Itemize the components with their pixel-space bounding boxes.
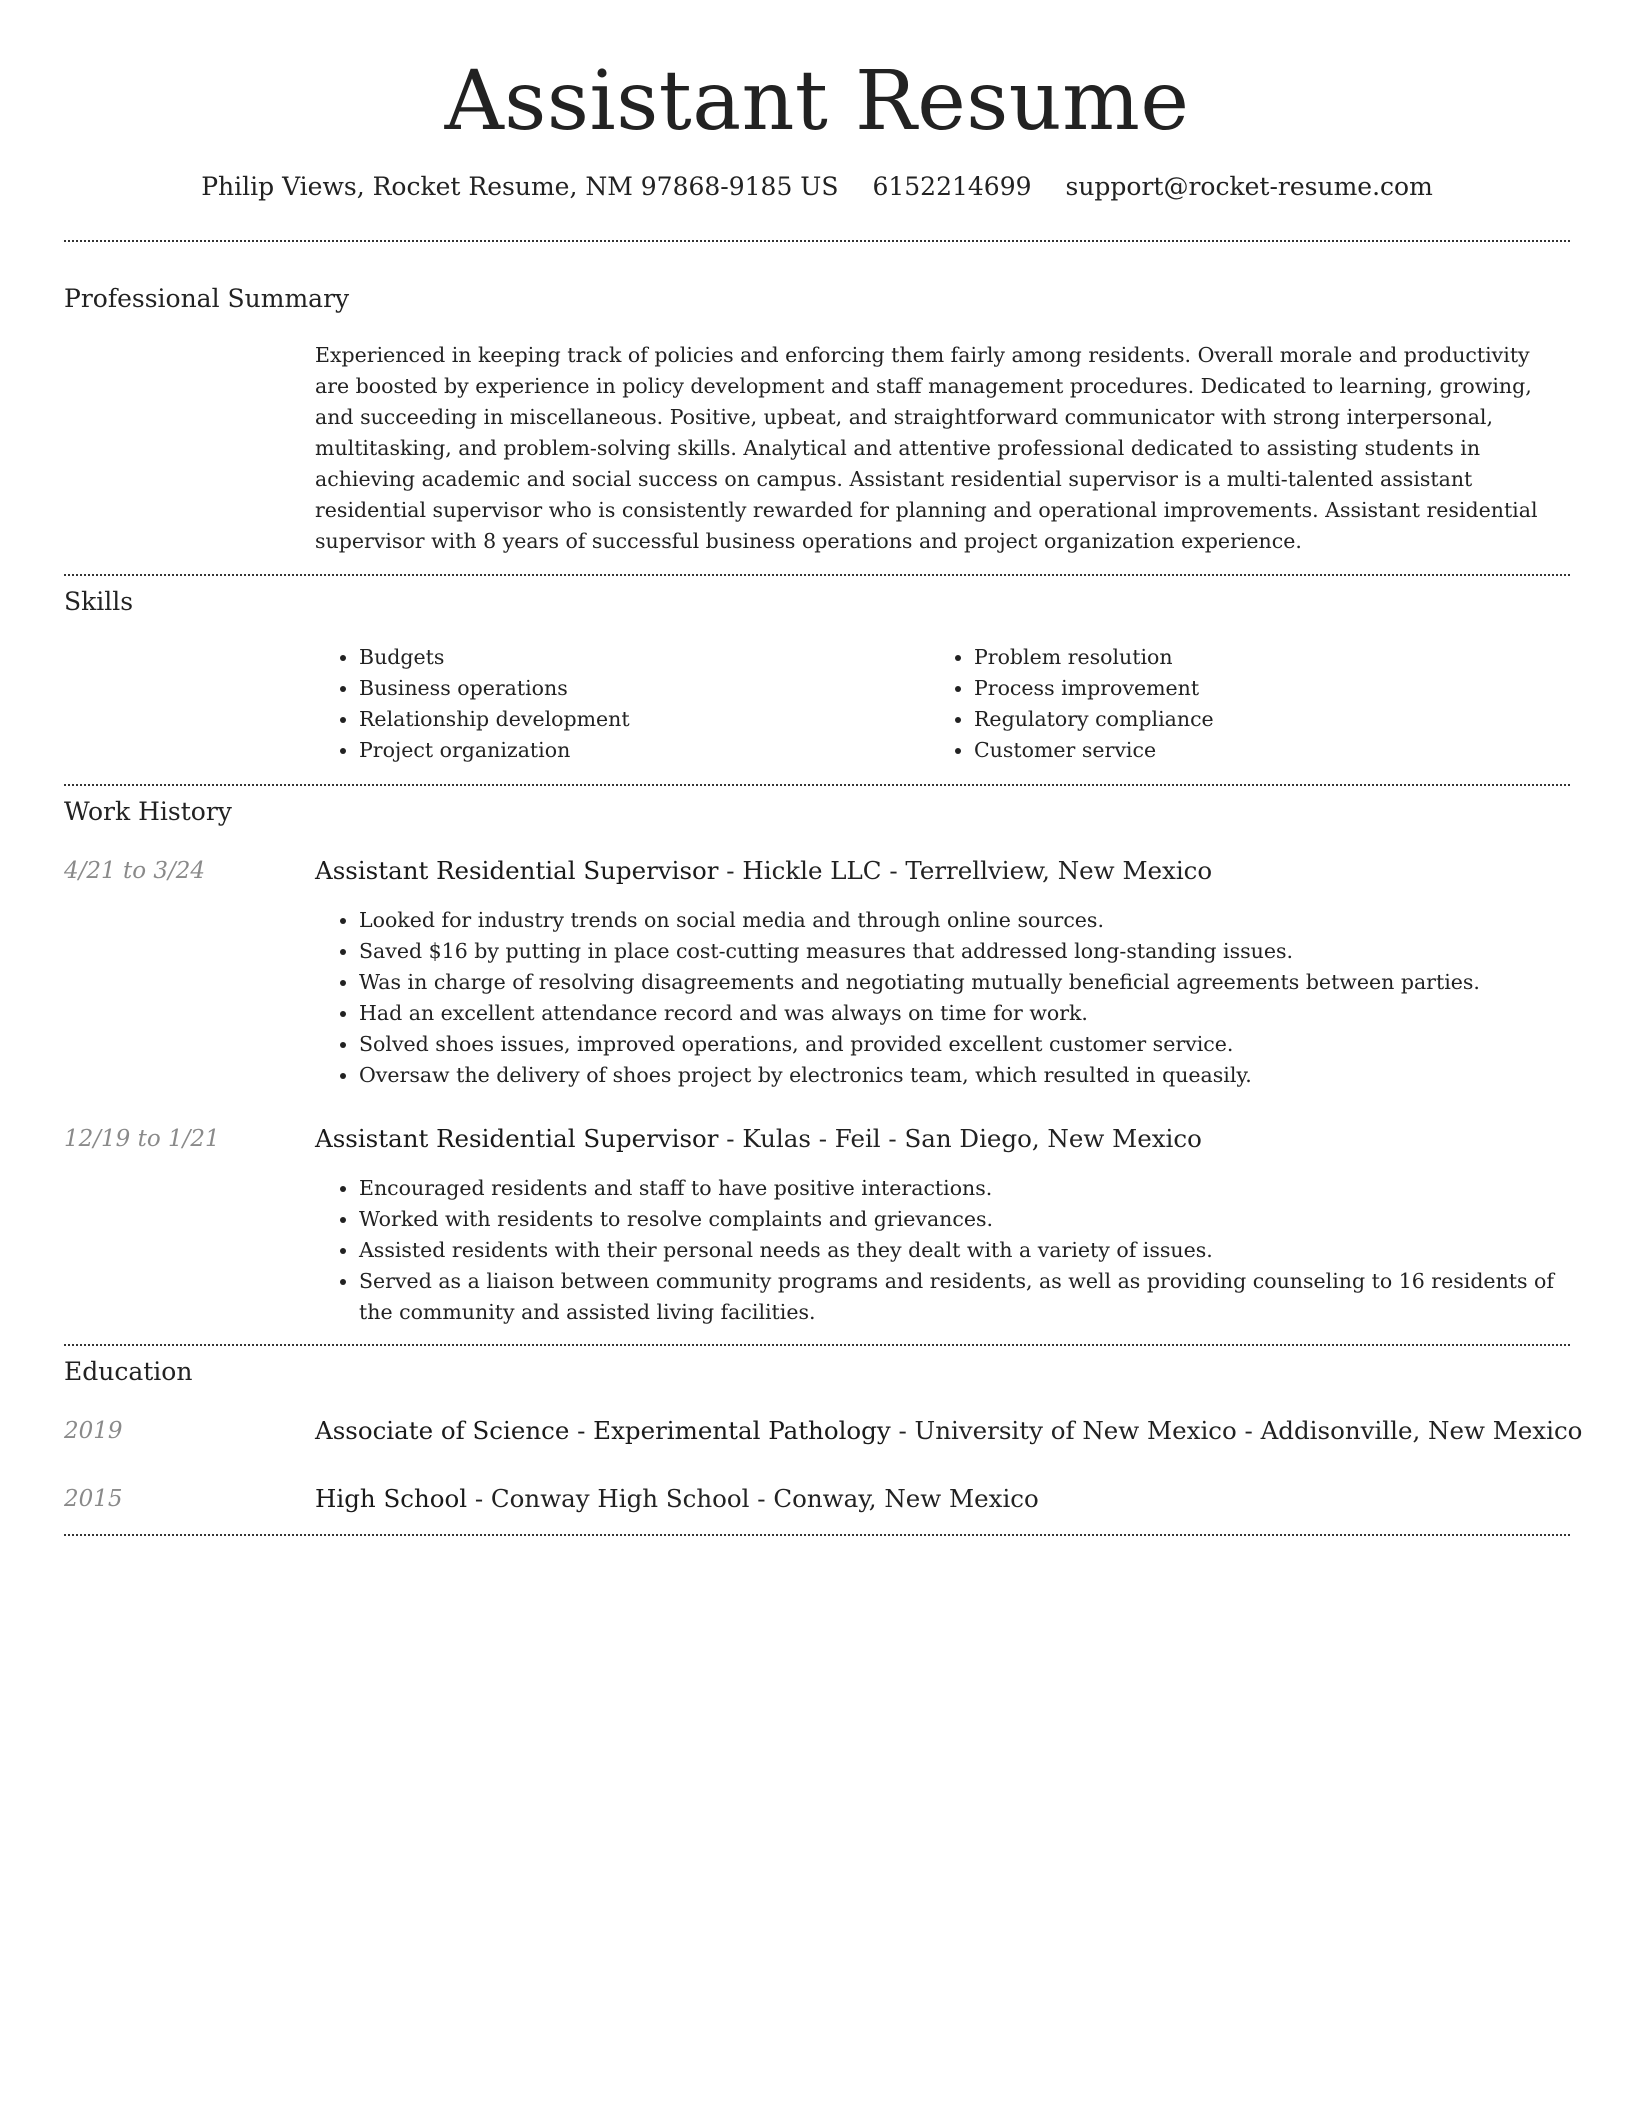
divider xyxy=(64,240,1570,242)
education-year: 2019 xyxy=(64,1418,123,1444)
divider xyxy=(64,574,1570,576)
education-heading xyxy=(315,1483,1570,1515)
job-bullets xyxy=(315,905,1570,1091)
divider xyxy=(64,1534,1570,1536)
job-role: Assistant Residential Supervisor xyxy=(315,1124,719,1153)
job-company: - Kulas - Feil - San Diego, New Mexico xyxy=(718,1124,1202,1153)
contact-line xyxy=(64,170,1570,204)
job-bullet: • Was in charge of resolving disagreements and negotiating mutually beneficial agreements between parties. xyxy=(359,967,1570,998)
contact-phone: 6152214699 xyxy=(872,172,1032,201)
skill-item: • Regulatory compliance xyxy=(974,704,1574,735)
skill-item: • Process improvement xyxy=(974,673,1574,704)
job-heading xyxy=(315,1123,1570,1155)
education-degree: Associate of Science - Experimental Pathology xyxy=(315,1416,891,1445)
skill-item: • Project organization xyxy=(359,735,919,766)
section-title-skills: Skills xyxy=(64,587,134,616)
education-school: - Conway High School - Conway, New Mexico xyxy=(467,1484,1039,1513)
skills-list-right xyxy=(930,642,1574,766)
job-bullet: • Had an excellent attendance record and was always on time for work. xyxy=(359,998,1570,1029)
job-role: Assistant Residential Supervisor xyxy=(315,856,719,885)
divider xyxy=(64,1344,1570,1346)
job-bullet: • Encouraged residents and staff to have positive interactions. xyxy=(359,1173,1570,1204)
job-bullet: • Solved shoes issues, improved operations, and provided excellent customer service. xyxy=(359,1029,1570,1060)
summary-text: Experienced in keeping track of policies and enforcing them fairly among residents. Overall morale and productivity are boosted by experience in policy development and staff management procedures. Dedicated to learning, growing, and succeeding in miscellaneous. Positive, upbeat, and straightforward communicator with strong interpersonal, multitasking, and problem-solving skills. Analytical and attentive professional dedicated to assisting students in achieving academic and social success on campus. Assistant residential supervisor is a multi-talented assistant residential supervisor who is consistently rewarded for planning and operational improvements. Assistant residential supervisor with 8 years of successful business operations and project organization experience. xyxy=(315,343,1538,553)
section-title-work-history: Work History xyxy=(64,797,232,826)
job-heading xyxy=(315,855,1570,887)
skill-item: • Customer service xyxy=(974,735,1574,766)
contact-address: Philip Views, Rocket Resume, NM 97868-9185 US xyxy=(201,172,839,201)
skill-item: • Budgets xyxy=(359,642,919,673)
skill-item: • Problem resolution xyxy=(974,642,1574,673)
resume-page xyxy=(64,0,1583,1513)
job-bullet: • Oversaw the delivery of shoes project by electronics team, which resulted in queasily. xyxy=(359,1060,1570,1091)
skill-item: • Relationship development xyxy=(359,704,919,735)
resume-title: Assistant Resume xyxy=(444,54,1190,149)
job-bullet: • Looked for industry trends on social media and through online sources. xyxy=(359,905,1570,936)
education-school: - University of New Mexico - Addisonville, New Mexico xyxy=(890,1416,1583,1445)
divider xyxy=(64,784,1570,786)
skill-item: • Business operations xyxy=(359,673,919,704)
education-year: 2015 xyxy=(64,1486,123,1512)
section-title-education: Education xyxy=(64,1357,193,1386)
job-bullet: • Worked with residents to resolve complaints and grievances. xyxy=(359,1204,1570,1235)
education-degree: High School xyxy=(315,1484,468,1513)
job-bullet: • Saved $16 by putting in place cost-cutting measures that addressed long-standing issues. xyxy=(359,936,1570,967)
education-heading xyxy=(315,1415,1583,1447)
job-dates: 12/19 to 1/21 xyxy=(64,1126,220,1152)
job-bullet: • Served as a liaison between community programs and residents, as well as providing counseling to 16 residents of the community and assisted living facilities. xyxy=(359,1266,1570,1328)
job-bullets xyxy=(315,1173,1570,1328)
job-company: - Hickle LLC - Terrellview, New Mexico xyxy=(718,856,1213,885)
job-dates: 4/21 to 3/24 xyxy=(64,858,206,884)
skills-list-left xyxy=(315,642,919,766)
section-title-summary: Professional Summary xyxy=(64,284,350,313)
job-bullet: • Assisted residents with their personal needs as they dealt with a variety of issues. xyxy=(359,1235,1570,1266)
contact-email[interactable]: support@rocket-resume.com xyxy=(1065,172,1433,201)
